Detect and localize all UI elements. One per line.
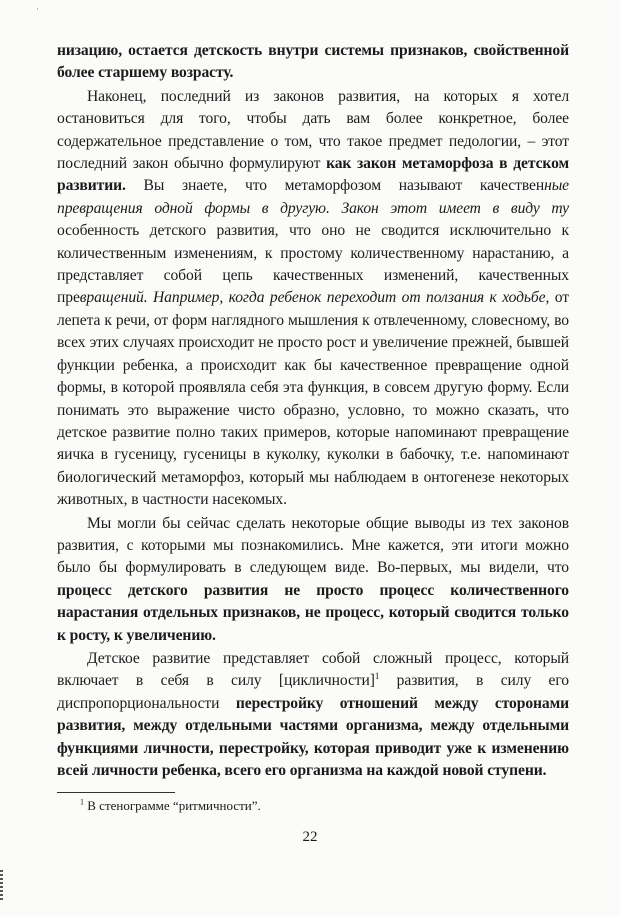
text-run: развития, в силу его диспропорциональности <box>57 672 569 712</box>
footnote <box>80 797 261 815</box>
footnote-text: В стенограмме “ритмичности”. <box>84 798 261 813</box>
text-run: Вы знаете, что метаморфозом называют качествен <box>125 177 545 195</box>
bold-text-run: низацию, остается детскость внутри системы признаков, свойственной более старшему возрасту. <box>57 42 569 82</box>
text-run: Мы могли бы сейчас сделать некоторые общие выводы из тех законов развития, с которыми мы познакомились. Мне кажется, эти итоги можно было бы формулировать в следующем виде. Во-первых, мы видели, что <box>57 514 569 577</box>
document-body <box>57 40 569 782</box>
paragraph-complex-process <box>57 648 569 782</box>
page-number: 22 <box>302 829 318 845</box>
scan-artifact: · <box>36 4 39 14</box>
footnote-divider <box>57 792 175 793</box>
text-run: особенность детского развития, что оно не сводится исключительно к количественным изменениям, к простому количественному нарастанию, а представляет собой цепь качественных изменений, качественных пре <box>57 222 569 307</box>
paragraph-metamorphosis-law <box>57 86 569 512</box>
bold-text-run: процесс детского развития не просто процесс количественного нарастания отдельных признаков, не процесс, который сводится только к росту, к увеличению. <box>57 581 569 644</box>
italic-text-run: вращений. Например, когда ребенок переходит от ползания к ходьбе, <box>79 289 550 307</box>
footnote-marker: 1 <box>80 797 84 807</box>
paragraph-conclusions <box>57 513 569 647</box>
footnote-reference: 1 <box>374 671 380 682</box>
paragraph-continuation <box>57 40 569 85</box>
scan-artifact-edge <box>0 870 3 900</box>
bold-text-run: перестройку отношений между сторонами развития, между отдельными частями организма, между отдельными функциями личности, перестройку, которая приводит уже к изменению всей личности ребенка, всего его организма на каждой новой ступени. <box>57 694 570 779</box>
text-run: Детское развитие представляет собой сложный процесс, который включает в себя в силу [цикличности] <box>57 649 569 690</box>
text-run: Наконец, последний из законов развития, на которых я хотел остановиться для того, чтобы дать вам более конкретное, более содержательное представление о том, что такое предмет педологии, – этот последний закон обычно формулируют <box>57 87 569 173</box>
bold-text-run: как закон метаморфоза в детском развитии. <box>57 155 569 195</box>
italic-text-run: ные превращения одной формы в другую. Закон этот имеет в виду ту <box>57 177 569 217</box>
text-run: от лепета к речи, от форм наглядного мышления к отвлеченному, словесному, во всех этих случаях происходит не просто рост и увеличение прежней, бывшей функции ребенка, а происходит как бы качественное превращение одной формы, в которой проявляла себя эта функция, в совсем другую форму. Если понимать это выражение чисто образно, условно, то можно сказать, что детское развитие полно таких примеров, которые напоминают превращение яичка в гусеницу, гусеницы в куколку, куколки в бабочку, т.е. напоминают биологический метаморфоз, который мы наблюдаем в онтогенезе некоторых животных, в частности насекомых. <box>57 289 569 509</box>
